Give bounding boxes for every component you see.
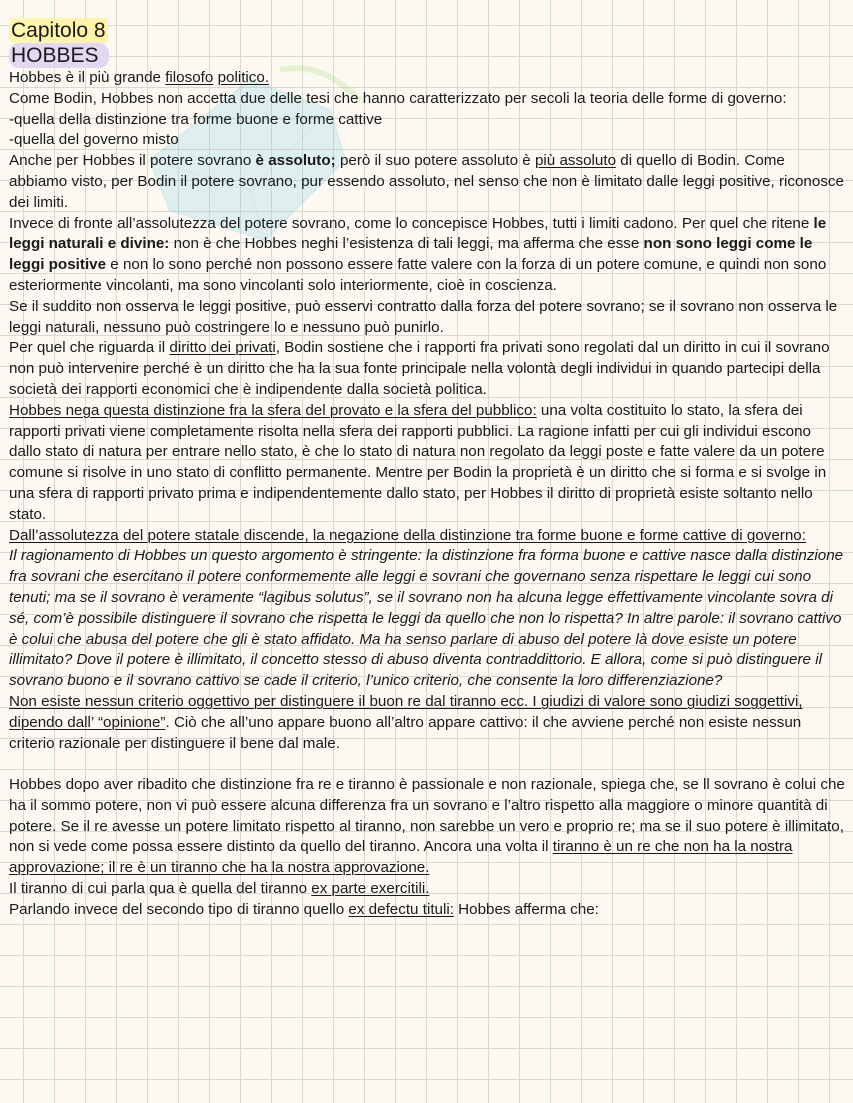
text-span: e non lo sono perché non possono essere fatte valere con la forza di un potere comune, e quindi non sono esteriormente vincolanti, ma sono vincolanti solo interiormente, cioè in coscienza. [9, 256, 827, 294]
paragraph-forms-heading [9, 526, 845, 547]
paragraph-public-private [9, 401, 845, 526]
text-span: Il tiranno di cui parla qua è quella del tiranno [9, 880, 312, 898]
text-span: . Ciò che all’uno appare buono all’altro appare cattivo: il che avviene perché non esiste nessun criterio razionale per distinguere il bene dal male. [9, 713, 802, 752]
bold-text: è assoluto; [255, 152, 336, 170]
paragraph-absolute-power [9, 151, 845, 213]
document-page [9, 18, 845, 921]
paragraph-criterion [9, 692, 845, 754]
text-span: Per quel che riguarda il [9, 339, 170, 357]
page-title: HOBBES [9, 43, 109, 68]
paragraph-bodin-theses [9, 89, 845, 110]
underlined-text: politico. [217, 69, 270, 86]
underlined-text: tiranno è un re che non ha la nostra approvazione; il re è un tiranno che ha la nostra approvazione. [9, 838, 793, 877]
text-span: però il suo potere assoluto è [335, 152, 535, 170]
paragraph-natural-laws [9, 214, 845, 297]
bold-text: le leggi naturali e divine: [9, 214, 827, 253]
text-span: una volta costituito lo stato, la sfera dei rapporti privati viene completamente risolta nella sfera dei rapporti pubblici. La ragione infatti per cui gli individui escono dallo stato di natura per entrare nello stato, è che lo stato di natura non regolato da leggi poste e fatte valere da un potere comune si risolve in uno stato di conflitto permanente. Mentre per Bodin la proprietà è un diritto che si forma e si svolge in una sfera di rapporti privato prima e indipendentemente dallo stato, per Hobbes il diritto di proprietà esiste soltanto nello stato. [9, 401, 827, 523]
underlined-text: Dall’assolutezza del potere statale discende, la negazione della distinzione tra forme buone e forme cattive di governo: [9, 526, 806, 544]
text-span: Hobbes afferma che: [453, 900, 599, 918]
text-span: , Bodin sostiene che i rapporti fra privati sono regolati dal un diritto in cui il sovrano non può intervenire perché è un diritto che ha la sua fonte principale nella volontà degli individui in quando partecipi della società dei rapporti economici che è indipendente dalla società politica. [9, 339, 830, 398]
list-item: -quella del governo misto [9, 131, 179, 149]
text-span: di quello di Bodin. Come abbiamo visto, per Bodin il potere sovrano, pur essendo assoluto, nel senso che non è limitato dalle leggi positive, riconosce dei limiti. [9, 152, 844, 211]
paragraph-ex-parte [9, 879, 845, 900]
body-text [9, 68, 845, 921]
text-span: Parlando invece del secondo tipo di tiranno quello [9, 900, 349, 918]
paragraph-ex-defectu [9, 900, 845, 921]
underlined-text: Non esiste nessun criterio oggettivo per distinguere il buon re dal tiranno ecc. I giudizi di valore sono giudizi soggettivi, dipendo dall’ “opinione” [9, 692, 803, 731]
paragraph-reasoning: Il ragionamento di Hobbes un questo argomento è stringente: la distinzione fra forma buone e cattive nasce dalla distinzione fra sovrani che esercitano il potere conformemente alle leggi e sovrani che governano senza rispettare le leggi cui sono tenuti; ma se il sovrano è veramente “lagibus solutus”, se il sovrano non ha alcuna legge effettivamente vincolante sovra di sé, com’è possibile distinguere il sovrano che rispetta le leggi da quello che non lo rispetta? In altre parole: il sovrano cattivo è colui che abusa del potere che gli è stato affidato. Ma ha senso parlare di abuso del potere là dove esiste un potere illimitato? Dove il potere è illimitato, il concetto stesso di abuso diventa contraddittorio. E allora, come si può distinguere il sovrano buono e il sovrano cattivo se cade il criterio, l’unico criterio, che consente la loro differenziazione? [9, 547, 844, 690]
underlined-text: più assoluto [534, 152, 617, 170]
chapter-label: Capitolo 8 [11, 19, 106, 42]
underlined-text: ex parte exercitili. [311, 880, 430, 898]
bold-text: non sono leggi come le leggi positive [9, 235, 813, 274]
text-span: Hobbes è il più grande [9, 69, 166, 86]
title-heading [9, 43, 845, 68]
underlined-text: ex defectu tituli: [348, 900, 454, 918]
underlined-text: diritto dei privati [169, 339, 276, 357]
paragraph-subject: Se il suddito non osserva le leggi positive, può esservi contratto dalla forza del potere sovrano; se il sovrano non osserva le leggi naturali, nessuno può costringere lo e nessuno può punirlo. [9, 297, 838, 336]
spacer [9, 754, 845, 775]
underlined-text: filosofo [165, 69, 214, 86]
paragraph-intro [9, 68, 845, 89]
text-span: Come Bodin, Hobbes non accetta due delle tesi che hanno caratterizzato per secoli la teoria delle forme di governo: [9, 89, 787, 107]
underlined-text: Hobbes nega questa distinzione fra la sfera del provato e la sfera del pubblico: [9, 401, 537, 419]
chapter-heading [9, 18, 845, 43]
text-span: Anche per Hobbes il potere sovrano [9, 152, 256, 170]
text-span: Hobbes dopo aver ribadito che distinzione fra re e tiranno è passionale e non razionale, spiega che, se ll sovrano è colui che ha il sommo potere, non vi può essere alcuna differenza fra un sovrano e l’altro rispetto alla maggiore o minore quantità di potere. Se il re avesse un potere limitato rispetto al tiranno, non sarebbe un vero e proprio re; ma se il suo potere è illimitato, non si vede come possa essere distinto da quello del tiranno. Ancora una volta il [9, 776, 845, 856]
text-span: non è che Hobbes neghi l’esistenza di tali leggi, ma afferma che esse [169, 235, 644, 253]
text-span: Invece di fronte all’assolutezza del potere sovrano, come lo concepisce Hobbes, tutti i limiti cadono. Per quel che ritene [9, 214, 814, 232]
paragraph-private-law [9, 338, 845, 400]
paragraph-tyrant [9, 775, 845, 879]
list-item: -quella della distinzione tra forme buone e forme cattive [9, 110, 383, 128]
